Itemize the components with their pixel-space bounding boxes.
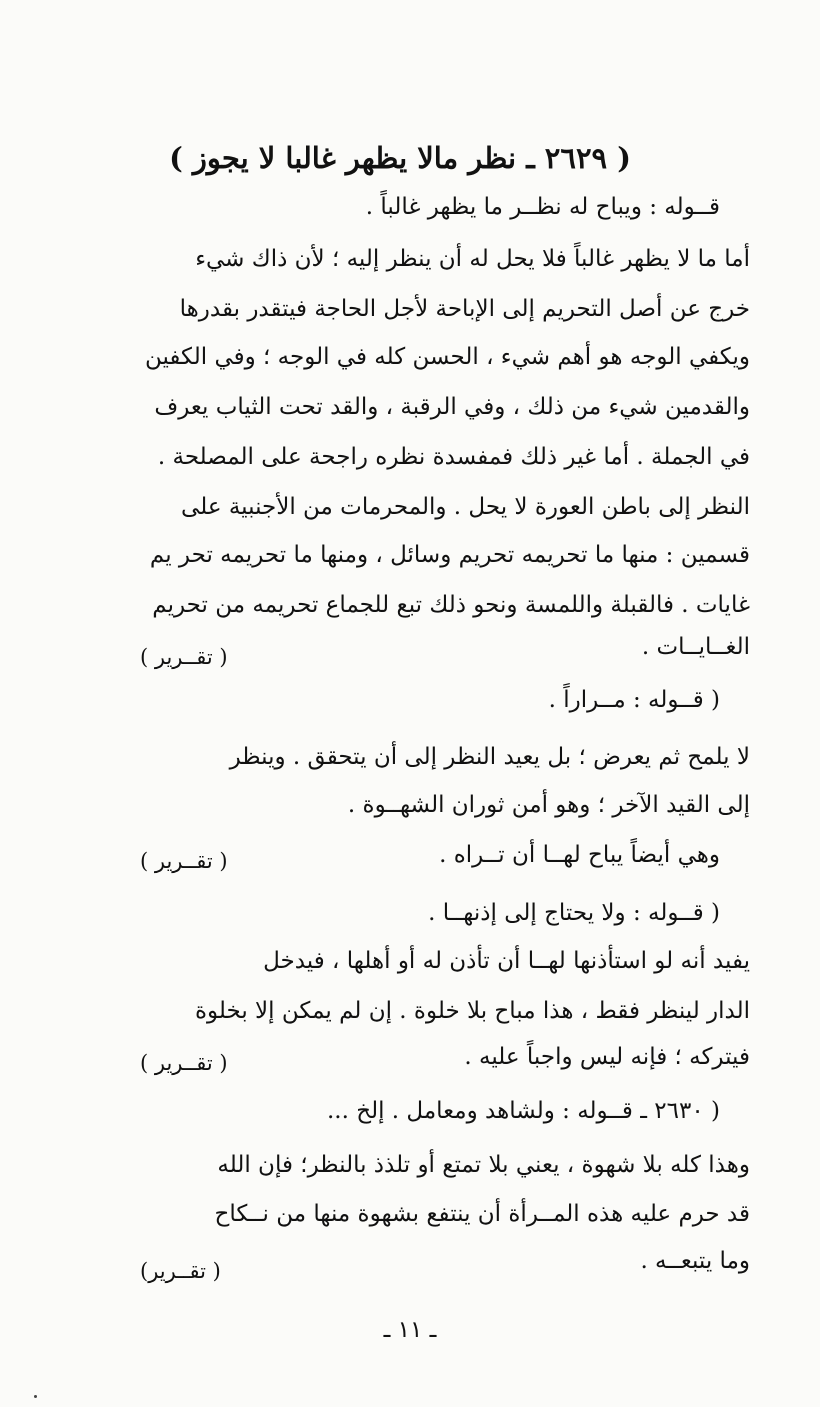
- quote-line: قــوله : ويباح له نظــر ما يظهر غالباً .: [365, 194, 720, 220]
- text-line: الغــايــات .: [641, 634, 750, 660]
- text-line: فيتركه ؛ فإنه ليس واجباً عليه .: [464, 1044, 750, 1070]
- quote-line: ( ٢٦٣٠ ـ قــوله : ولشاهد ومعامل . إلخ ...: [327, 1098, 720, 1124]
- text-line: ويكفي الوجه هو أهم شيء ، الحسن كله في الوجه ؛ وفي الكفين: [144, 344, 750, 370]
- attribution-label: ( تقــرير): [140, 1259, 221, 1283]
- text-line: إلى القيد الآخر ؛ وهو أمن ثوران الشهــوة .: [347, 792, 750, 818]
- text-line: قسمين : منها ما تحريمه تحريم وسائل ، ومنها ما تحريمه تحر يم: [149, 542, 750, 568]
- quote-line: ( قــوله : ولا يحتاج إلى إذنهــا .: [428, 900, 720, 926]
- attribution-label: ( تقــرير ): [140, 645, 228, 669]
- attribution-label: ( تقــرير ): [140, 1051, 228, 1075]
- text-line: يفيد أنه لو استأذنها لهــا أن تأذن له أو أهلها ، فيدخل: [263, 948, 750, 974]
- text-line: قد حرم عليه هذه المــرأة أن ينتفع بشهوة منها من نــكاح: [214, 1201, 750, 1227]
- text-line: النظر إلى باطن العورة لا يحل . والمحرمات من الأجنبية على: [181, 494, 750, 520]
- text-line: لا يلمح ثم يعرض ؛ بل يعيد النظر إلى أن يتحقق . وينظر: [229, 744, 750, 770]
- text-line: في الجملة . أما غير ذلك فمفسدة نظره راجحة على المصلحة .: [157, 444, 750, 470]
- attribution-label: ( تقــرير ): [140, 849, 228, 873]
- page-number: ـ ١١ ـ: [383, 1317, 437, 1343]
- text-line: أما ما لا يظهر غالباً فلا يحل له أن ينظر إليه ؛ لأن ذاك شيء: [195, 246, 750, 272]
- text-line: وهي أيضاً يباح لهــا أن تــراه .: [439, 842, 720, 868]
- text-line: خرج عن أصل التحريم إلى الإباحة لأجل الحاجة فيتقدر بقدرها: [179, 296, 750, 322]
- section-heading: ( ٢٦٢٩ ـ نظر مالا يظهر غالبا لا يجوز ): [169, 141, 631, 175]
- text-line: الدار لينظر فقط ، هذا مباح بلا خلوة . إن لم يمكن إلا بخلوة: [194, 998, 750, 1024]
- text-line: وهذا كله بلا شهوة ، يعني بلا تمتع أو تلذذ بالنظر؛ فإن الله: [217, 1152, 750, 1178]
- text-line: والقدمين شيء من ذلك ، وفي الرقبة ، والقد تحت الثياب يعرف: [154, 394, 750, 420]
- quote-line: ( قــوله : مــراراً .: [548, 687, 720, 713]
- scan-speck: [34, 1395, 37, 1398]
- text-line: وما يتبعــه .: [640, 1248, 750, 1274]
- text-line: غايات . فالقبلة واللمسة ونحو ذلك تبع للجماع تحريمه من تحريم: [152, 592, 750, 618]
